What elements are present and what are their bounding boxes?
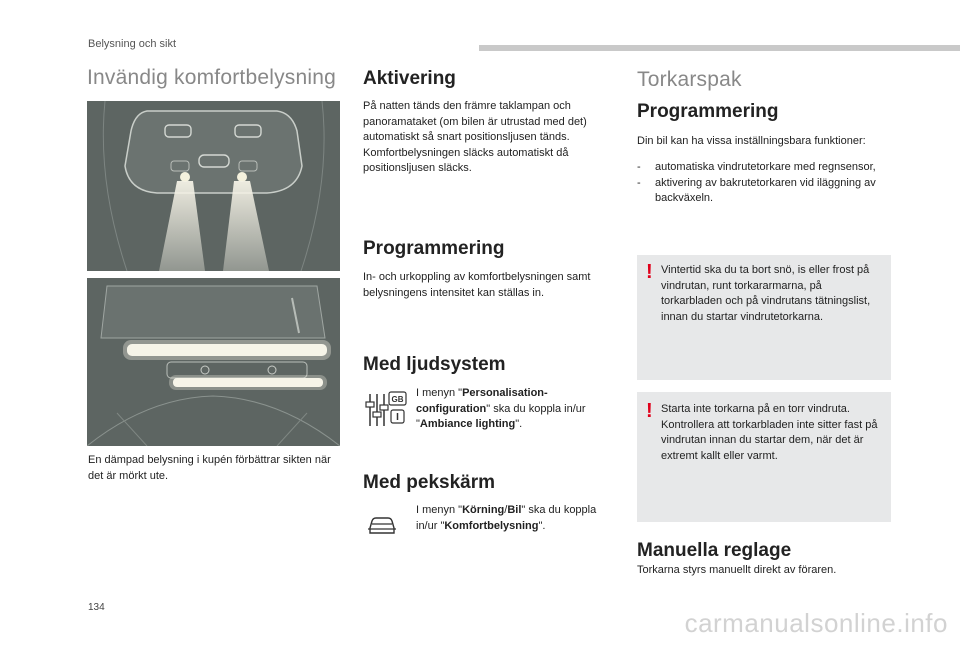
programmering-title: Programmering — [363, 238, 505, 259]
pek-menu-bil: Bil — [507, 504, 522, 516]
list-item: - aktivering av bakrutetorkaren vid iläggning av backväxeln. — [637, 176, 887, 207]
manuella-text: Torkarna styrs manuellt direkt av föraren. — [637, 564, 837, 576]
pek-menu-korning: Körning — [462, 504, 505, 516]
audio-settings-icon — [364, 390, 408, 430]
ljud-menu-personalisation: Personalisation-configuration — [416, 387, 548, 415]
pek-pre: I menyn " — [416, 504, 463, 516]
right-programmering-list — [637, 160, 887, 207]
gb-label: GB — [391, 395, 404, 404]
illustration-ceiling-light — [87, 101, 340, 271]
warning-icon: ! — [646, 261, 653, 283]
warning-box-winter — [637, 255, 891, 380]
ljudsystem-text — [416, 386, 606, 433]
pek-menu-komfortbelysning: Komfortbelysning — [444, 519, 539, 532]
pekskarm-title: Med pekskärm — [363, 472, 496, 493]
aktivering-text: På natten tänds den främre taklampan och panoramataket (om bilen är utrustad med det) automatiskt så snart positionsljusen tänds. Komfortbelysningen släcks automatiskt då positionsljusen släcks. — [363, 100, 587, 175]
illustration-panoramic-roof — [87, 278, 340, 446]
panoramic-roof-drawing — [87, 278, 340, 446]
pekskarm-text — [416, 503, 606, 534]
pek-slash: / — [504, 504, 508, 516]
ljud-mid: " ska du koppla in/ur " — [416, 402, 586, 431]
ljudsystem-title: Med ljudsystem — [363, 354, 506, 375]
pek-mid: " ska du koppla in/ur " — [416, 504, 597, 532]
manuella-title: Manuella reglage — [637, 540, 792, 561]
watermark: carmanualsonline.info — [684, 608, 948, 638]
car-icon — [366, 512, 398, 536]
left-caption: En dämpad belysning i kupén förbättrar sikten när det är mörkt ute. — [88, 454, 331, 482]
page-number: 134 — [88, 602, 105, 613]
warning-box-dry — [637, 392, 891, 522]
warning-dry-text: Starta inte torkarna på en torr vindruta. Kontrollera att torkarbladen inte sitter fast på vindrutan innan du startar dem, när det är extremt kallt eller varmt. — [661, 403, 878, 462]
aktivering-title: Aktivering — [363, 68, 456, 89]
list-item: - automatiska vindrutetorkare med regnsensor, — [637, 160, 887, 176]
pek-post: ". — [538, 519, 546, 532]
header-rule — [479, 45, 960, 51]
left-title: Invändig komfortbelysning — [87, 66, 336, 89]
right-programmering-intro: Din bil kan ha vissa inställningsbara funktioner: — [637, 135, 866, 147]
section-label: Belysning och sikt — [88, 38, 177, 50]
ljud-post: ". — [515, 418, 523, 431]
warning-winter-text: Vintertid ska du ta bort snö, is eller frost på vindrutan, runt torkararmarna, på torkarbladen och på vindrutans tätningslist, innan du startar vindrutetorkarna. — [661, 264, 871, 323]
warning-icon: ! — [646, 400, 653, 422]
ceiling-light-drawing — [87, 101, 340, 271]
ljud-menu-ambiance: Ambiance lighting — [419, 418, 516, 431]
programmering-text: In- och urkoppling av komfortbelysningen samt belysningens intensitet kan ställas in. — [363, 271, 591, 299]
ljud-pre: I menyn " — [416, 387, 463, 399]
right-programmering-title: Programmering — [637, 101, 779, 122]
right-title: Torkarspak — [637, 68, 742, 91]
